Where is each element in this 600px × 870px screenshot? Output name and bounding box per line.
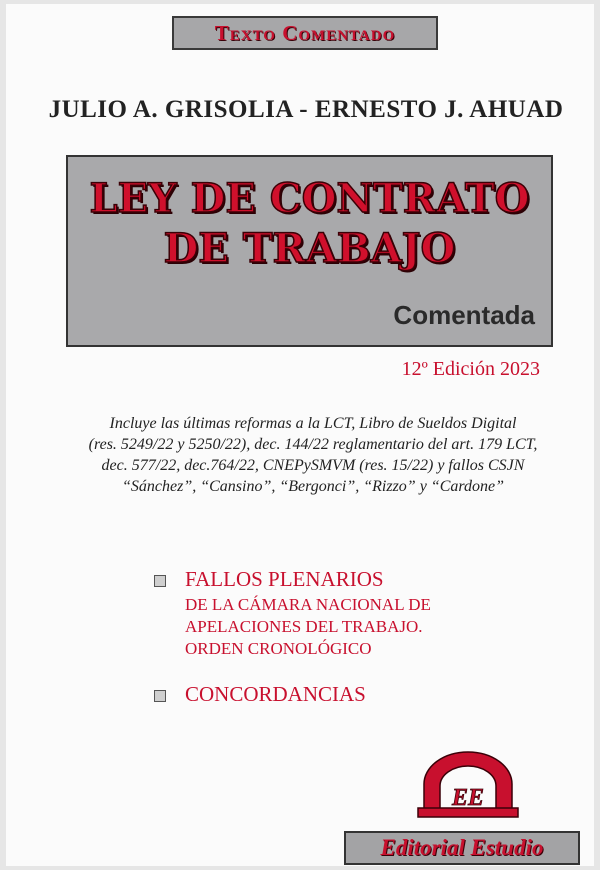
description <box>66 413 560 497</box>
feature-heading: CONCORDANCIAS <box>185 682 366 706</box>
description-line: Incluye las últimas reformas a la LCT, Libro de Sueldos Digital <box>109 415 517 432</box>
square-bullet-icon <box>154 575 166 587</box>
publisher-name: Editorial Estudio <box>380 835 544 860</box>
square-bullet-icon <box>154 690 166 702</box>
authors: JULIO A. GRISOLIA - ERNESTO J. AHUAD <box>48 96 564 123</box>
feature-heading: FALLOS PLENARIOS <box>185 567 384 591</box>
description-line: “Sánchez”, “Cansino”, “Bergonci”, “Rizzo” y “Cardone” <box>122 478 504 495</box>
feature-subline: APELACIONES DEL TRABAJO. <box>185 617 423 636</box>
series-banner <box>172 16 438 50</box>
title-line-2: DE TRABAJO <box>163 225 456 272</box>
title-panel <box>66 155 553 347</box>
description-line: (res. 5249/22 y 5250/22), dec. 144/22 reglamentario del art. 179 LCT, <box>88 436 538 453</box>
feature-subline: ORDEN CRONOLÓGICO <box>185 639 372 658</box>
publisher-logo-icon <box>416 750 520 818</box>
logo-text: EE <box>451 785 485 811</box>
feature-subline: DE LA CÁMARA NACIONAL DE <box>185 595 431 614</box>
series-label: Texto Comentado <box>214 20 396 45</box>
subtitle: Comentada <box>393 300 535 330</box>
book-cover <box>6 4 594 866</box>
description-line: dec. 577/22, dec.764/22, CNEPySMVM (res. 15/22) y fallos CSJN <box>101 457 525 474</box>
publisher-banner <box>344 831 580 865</box>
edition-label: 12º Edición 2023 <box>401 358 540 380</box>
title-line-1: LEY DE CONTRATO <box>89 175 530 222</box>
